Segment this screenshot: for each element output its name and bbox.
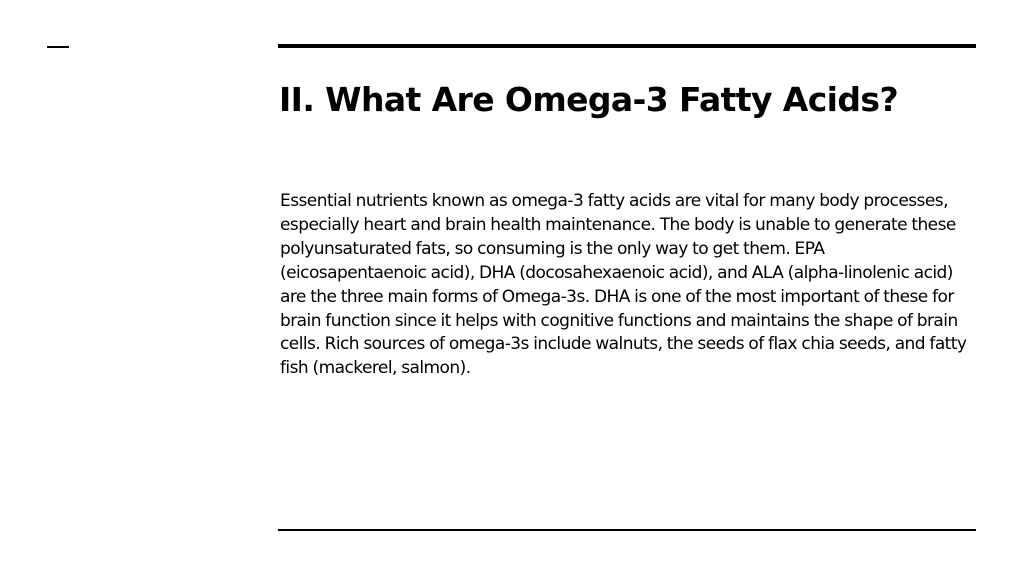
slide-body-text: Essential nutrients known as omega-3 fatty acids are vital for many body processes, especially heart and brain health maintenance. The body is unable to generate these polyunsaturated fats, so consuming is the only way to get them. EPA (eicosapentaenoic acid), DHA (docosahexaenoic acid), and ALA (alpha-linolenic acid) are the three main forms of Omega-3s. DHA is one of the most important of these for brain function since it helps with cognitive functions and maintains the shape of brain cells. Rich sources of omega-3s include walnuts, the seeds of flax chia seeds, and fatty fish (mackerel, salmon). bbox=[280, 191, 967, 379]
bottom-rule-divider bbox=[278, 529, 976, 531]
top-rule-divider bbox=[278, 44, 976, 48]
slide-title: II. What Are Omega-3 Fatty Acids? bbox=[279, 80, 898, 119]
corner-dash-decoration bbox=[47, 46, 69, 48]
